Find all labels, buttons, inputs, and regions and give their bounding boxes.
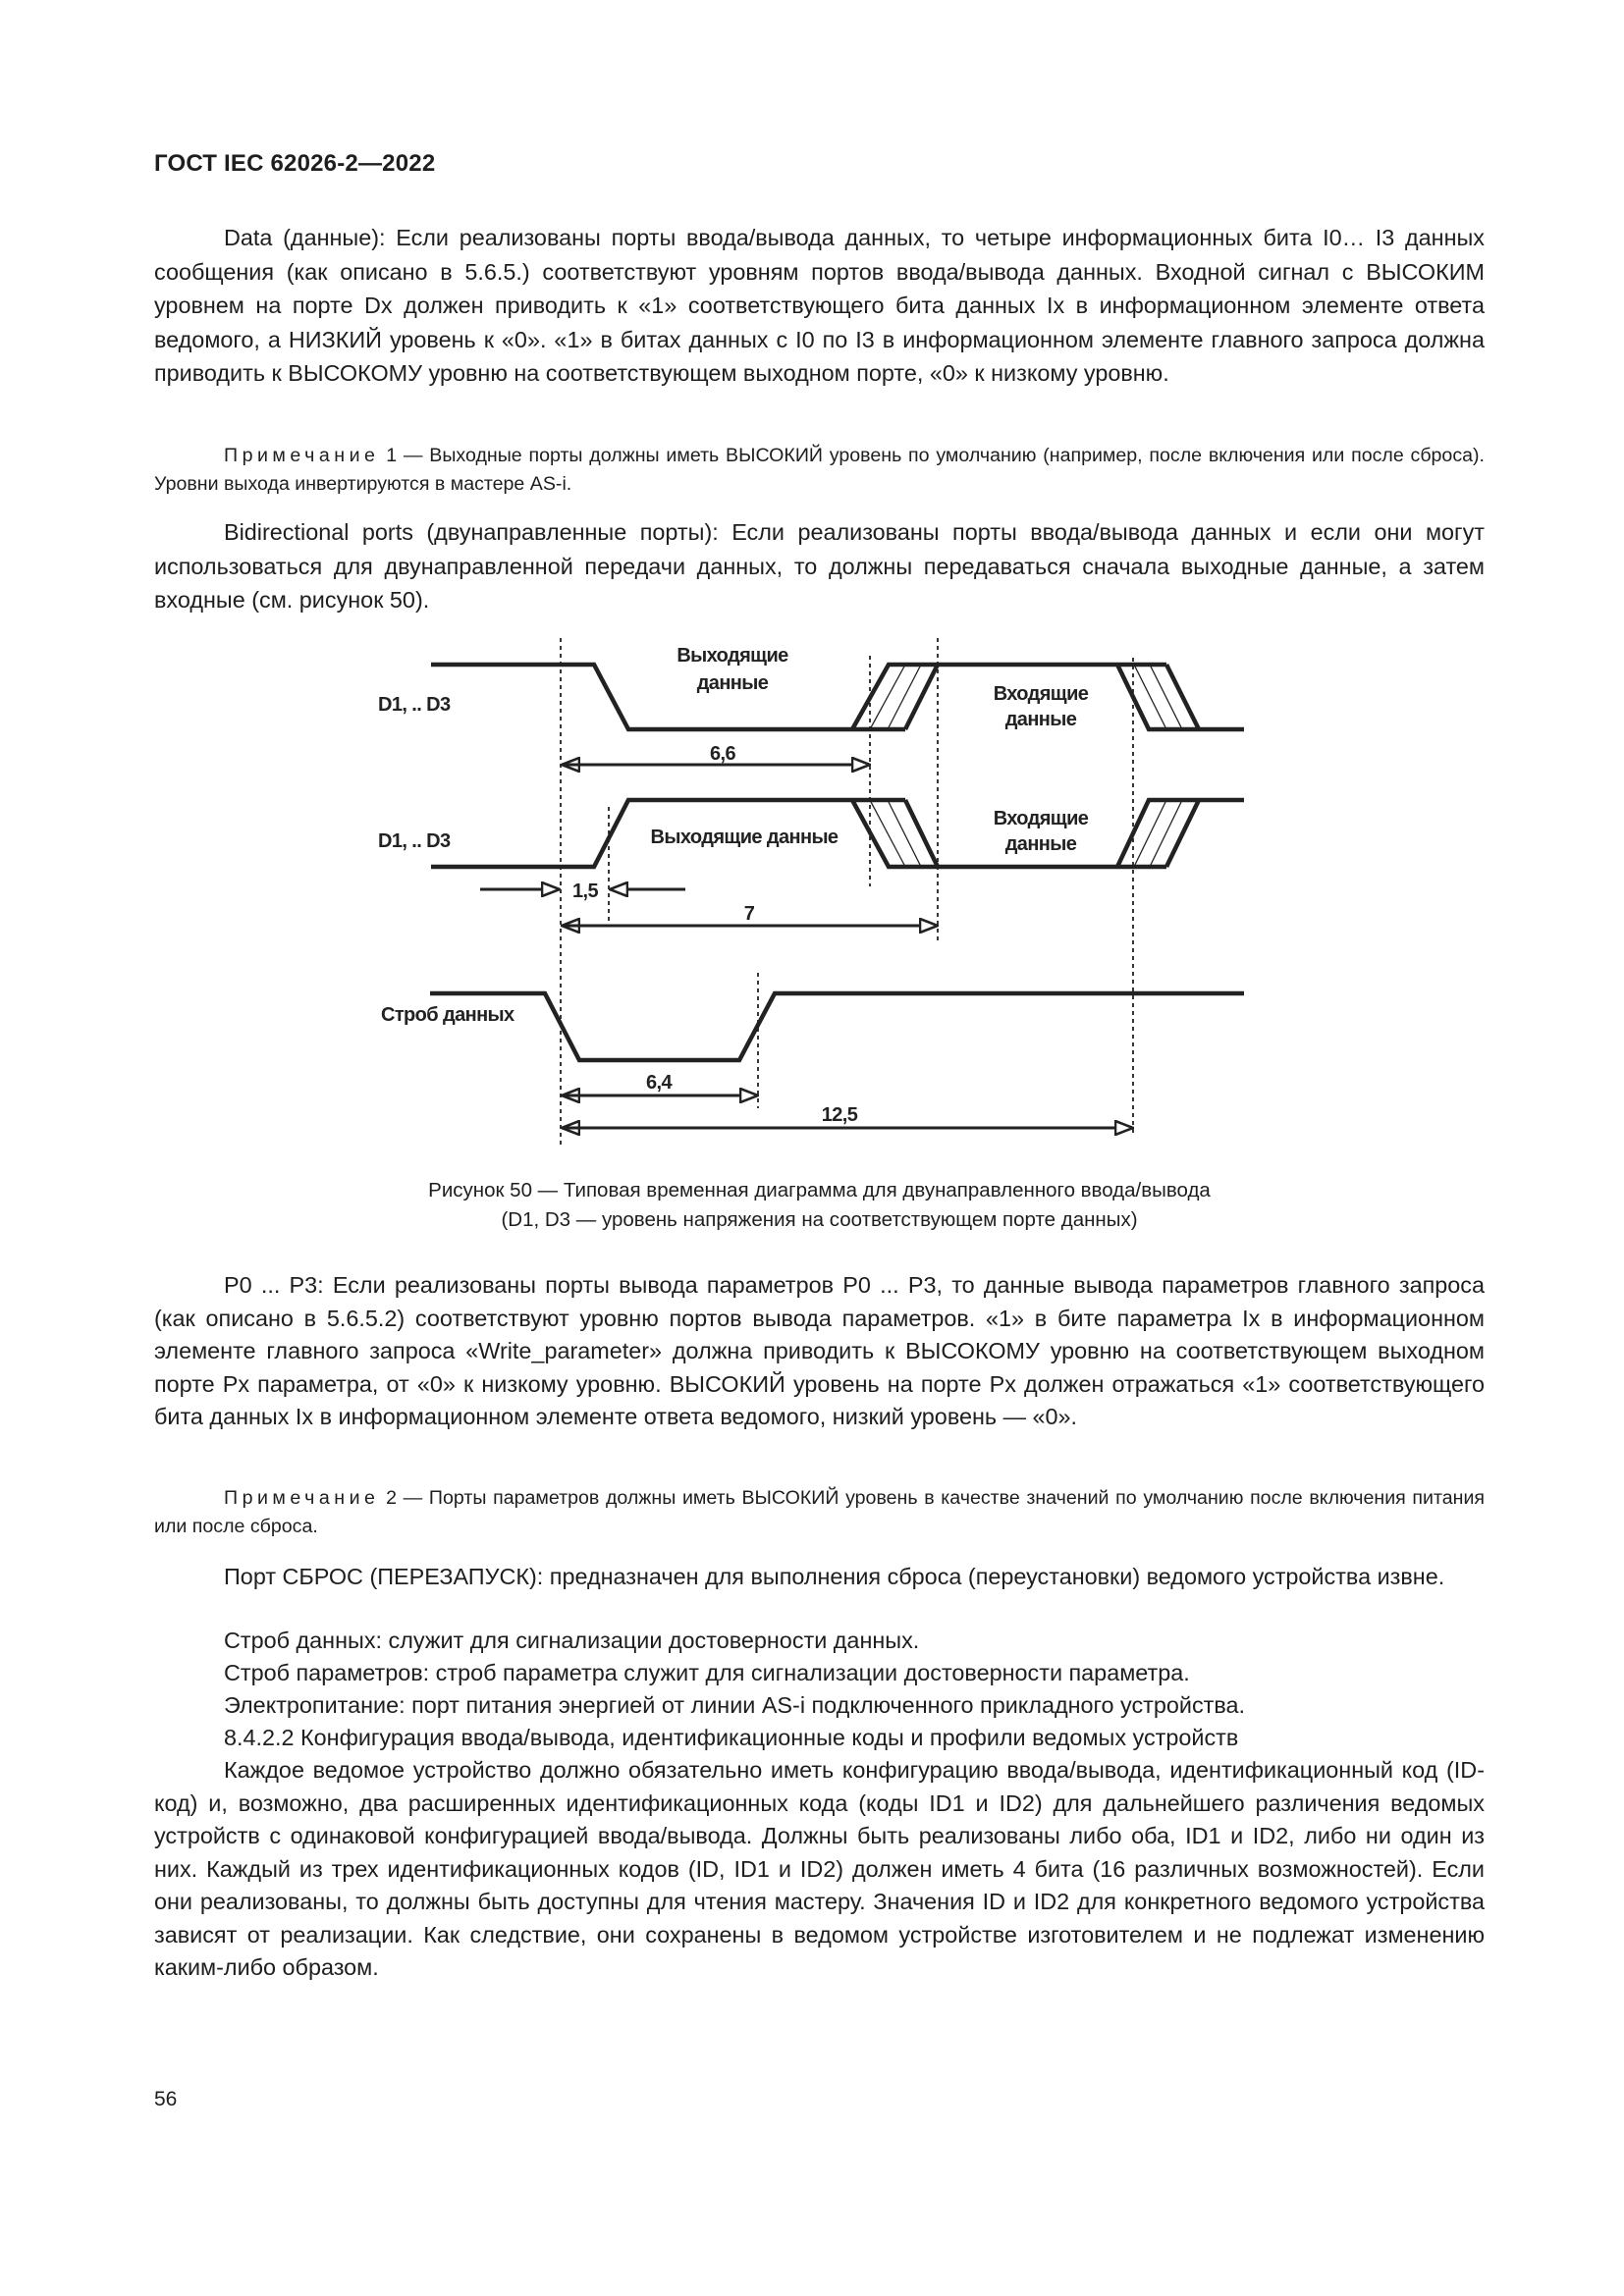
- note-2-label: Примечание: [224, 1487, 380, 1509]
- paragraph-config-text: Каждое ведомое устройство должно обязательно иметь конфигурацию ввода/вывода, идентификационный код (ID-код) и, возможно, два расширенных идентификационных кода (коды ID1 и ID2) для дальнейшего различения ведомых устройств с одинаковой конфигурацией ввода/вывода. Должны быть реализованы либо оба, ID1 и ID2, либо ни один из них. Каждый из трех идентификационных кодов (ID, ID1 и ID2) должен иметь 4 бита (16 различных возможностей). Если они реализованы, то должны быть доступны для чтения мастеру. Значения ID и ID2 для конкретного ведомого устройства зависят от реализации. Как следствие, они сохранены в ведомом устройстве изготовителем и не подлежат изменению каким-либо образом.: [154, 1757, 1485, 1980]
- power-line: Электропитание: порт питания энергией от линии AS-i подключенного прикладного устройства.: [224, 1692, 1246, 1718]
- signal-row-1: [431, 665, 1244, 729]
- dimension-12-5: 12,5: [821, 1104, 858, 1126]
- outgoing-label-mid: Выходящие данные: [650, 827, 839, 848]
- incoming-label-mid-2: данные: [1004, 833, 1077, 855]
- paragraph-reset-port: [154, 1561, 1485, 1592]
- dimension-7: 7: [743, 903, 755, 925]
- incoming-label-mid-1: Входящие: [993, 808, 1089, 829]
- definition-list: [154, 1625, 1485, 1754]
- paragraph-data-text: Data (данные): Если реализованы порты ввода/вывода данных, то четыре информационных бита I0… I3 данных сообщения (как описано в 5.6.5.) соответствуют уровням портов ввода/вывода данных. Входной сигнал с ВЫСОКИМ уровнем на порте Dx должен приводить к «1» соответствующего бита данных Ix в информационном элементе ответа ведомого, а НИЗКИЙ уровень к «0». «1» в битах данных с I0 по I3 в информационном элементе главного запроса должна приводить к ВЫСОКОМУ уровню на соответствующем выходном порте, «0» к низкому уровню.: [154, 225, 1485, 386]
- note-2: [154, 1484, 1485, 1541]
- param-strobe-line: Строб параметров: строб параметра служит для сигнализации достоверности параметра.: [224, 1660, 1190, 1685]
- signal-strobe: [430, 993, 1244, 1060]
- figure-caption-line-1: Рисунок 50 — Типовая временная диаграмма для двунаправленного ввода/вывода: [428, 1179, 1211, 1201]
- data-strobe-line: Строб данных: служит для сигнализации достоверности данных.: [224, 1628, 920, 1653]
- row-1-label: D1, .. D3: [378, 694, 451, 716]
- section-heading-8-4-2-2: 8.4.2.2 Конфигурация ввода/вывода, идентификационные коды и профили ведомых устройств: [224, 1725, 1239, 1750]
- paragraph-config: [154, 1754, 1485, 1985]
- strobe-label: Строб данных: [381, 1004, 514, 1026]
- note-2-text: 2 — Порты параметров должны иметь ВЫСОКИЙ уровень в качестве значений по умолчанию после включения питания или после сброса.: [154, 1487, 1485, 1537]
- dimension-6-4: 6,4: [645, 1072, 673, 1094]
- note-1-label: Примечание: [224, 445, 380, 466]
- document-header: ГОСТ IEC 62026-2—2022: [154, 150, 436, 177]
- incoming-label-top-1: Входящие: [993, 683, 1089, 705]
- dimension-6-6: 6,6: [709, 743, 736, 765]
- paragraph-p0-p3-text: P0 ... P3: Если реализованы порты вывода параметров P0 ... P3, то данные вывода параметров главного запроса (как описано в 5.6.5.2) соответствуют уровню портов вывода параметров. «1» в бите параметра Ix в информационном элементе главного запроса «Write_parameter» должна приводить к ВЫСОКОМУ уровню на соответствующем выходном порте Px параметра, от «0» к низкому уровню. ВЫСОКИЙ уровень на порте Px должен отражаться «1» соответствующего бита данных Ix в информационном элементе ответа ведомого, низкий уровень — «0».: [154, 1272, 1485, 1430]
- note-1-text: 1 — Выходные порты должны иметь ВЫСОКИЙ уровень по умолчанию (например, после включения или после сброса). Уровни выхода инвертируются в мастере AS-i.: [154, 445, 1485, 495]
- outgoing-label-top-2: данные: [696, 672, 769, 694]
- outgoing-label-top-1: Выходящие: [677, 645, 788, 667]
- dimension-1-5: 1,5: [571, 881, 599, 902]
- figure-caption: [154, 1176, 1485, 1235]
- paragraph-bidirectional-text: Bidirectional ports (двунаправленные порты): Если реализованы порты ввода/вывода данных и если они могут использоваться для двунаправленной передачи данных, то должны передаваться сначала выходные данные, а затем входные (см. рисунок 50).: [154, 519, 1485, 613]
- paragraph-p0-p3: [154, 1269, 1485, 1434]
- row-2-label: D1, .. D3: [378, 830, 451, 852]
- incoming-label-top-2: данные: [1004, 709, 1077, 730]
- figure-caption-line-2: (D1, D3 — уровень напряжения на соответствующем порте данных): [501, 1208, 1138, 1231]
- paragraph-reset-port-text: Порт СБРОС (ПЕРЕЗАПУСК): предназначен для выполнения сброса (переустановки) ведомого устройства извне.: [224, 1564, 1445, 1589]
- page-number: 56: [154, 2088, 178, 2110]
